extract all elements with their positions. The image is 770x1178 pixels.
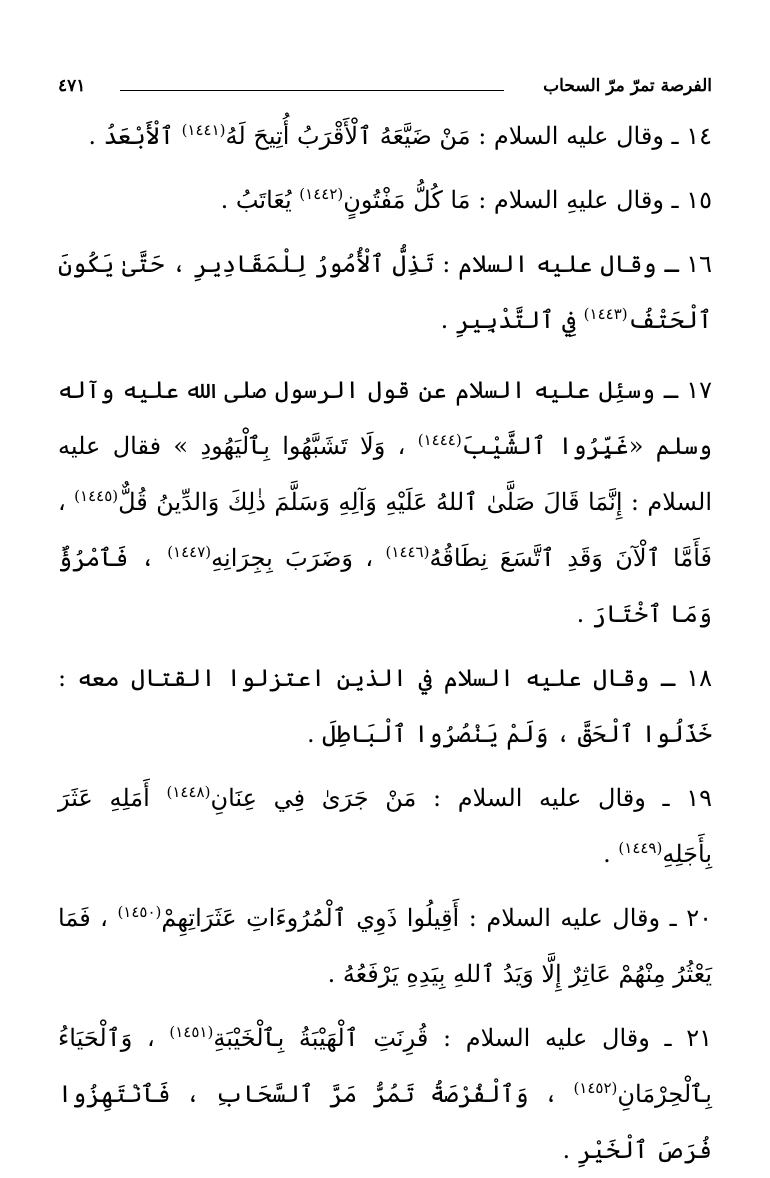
footnote-ref: (١٤٤٩) (618, 839, 663, 857)
saying-text-cont: ، فَأَمَّا ٱلْآنَ وَقَدِ ٱتَّسَعَ نِطَاقُهُ (58, 488, 713, 572)
saying-text: «غَيِّرُوا ٱلشَّيْبَ (461, 432, 644, 460)
saying-21 (58, 1010, 712, 1178)
running-title: الفرصة تمرّ مرّ السحاب (543, 76, 712, 96)
saying-text: خَذَلُوا ٱلْحَقَّ ، وَلَمْ يَنْصُرُوا ٱلْبَاطِلَ . (307, 720, 712, 748)
saying-lead: ـ وقال عليه السلام : (478, 122, 679, 150)
saying-text: أَقِيلُوا ذَوِي ٱلْمُرُوءَاتِ عَثَرَاتِهِمْ (161, 904, 460, 932)
saying-20 (58, 890, 712, 1002)
saying-19 (58, 770, 712, 882)
footnote-ref: (١٤٤١) (181, 121, 226, 139)
saying-lead: ـ وقال عليه السلام : (468, 904, 677, 932)
saying-number: ٢١ (686, 1024, 712, 1052)
footnote-ref: (١٤٤٦) (385, 543, 430, 561)
footnote-ref: (١٤٥٢) (573, 1079, 618, 1097)
footnote-ref: (١٤٤٤) (417, 431, 462, 449)
saying-lead: ـ وقال عليه السلام : (433, 784, 670, 812)
saying-lead: ـ وقال عليه السلام في الذين اعتزلوا القتال معه : (58, 664, 675, 692)
saying-text-cont: ، وَلَا تَشَبَّهُوا بِٱلْيَهُودِ » فقال عليه السلام : إِنَّمَا قَالَ صَلَّىٰ ٱللهُ عَلَيْهِ وَآلِهِ وَسَلَّمَ ذٰلِكَ وَالدِّينُ قُلٌّ (58, 432, 712, 516)
saying-number: ١٦ (686, 250, 712, 278)
saying-text-cont: يُعَاتَبُ . (220, 186, 292, 214)
saying-text-cont: . (603, 840, 611, 868)
saying-number: ١٩ (686, 784, 713, 812)
saying-17 (58, 362, 712, 642)
saying-lead: ـ وقال عليه السلام : (442, 250, 679, 278)
saying-text: مَنْ ضَيَّعَهُ ٱلْأَقْرَبُ أُتِيحَ لَهُ (225, 122, 471, 150)
saying-text-cont: ٱلْأَبْعَدُ . (88, 122, 174, 150)
saying-lead: ـ وقال عليه السلام : (443, 1024, 672, 1052)
page-number: ٤٧١ (58, 76, 86, 96)
footnote-ref: (١٤٤٥) (74, 487, 119, 505)
saying-text-cont: ، فَٱمْرُؤٌ وَمَا ٱخْتَارَ . (58, 544, 712, 628)
header-rule (120, 90, 504, 91)
saying-text-cont: ، وَضَرَبَ بِجِرَانِهِ (211, 544, 374, 572)
footnote-ref: (١٤٥٠) (117, 903, 162, 921)
saying-text-cont: فِي ٱلتَّدْبِيرِ . (440, 306, 577, 334)
saying-text-cont: ، فَمَا يَعْثُرُ مِنْهُمْ عَاثِرٌ إِلَّا وَيَدُ ٱللهِ بِيَدِهِ يَرْفَعُهُ . (58, 904, 712, 988)
saying-number: ١٨ (686, 664, 712, 692)
saying-number: ١٤ (686, 122, 712, 150)
footnote-ref: (١٤٥١) (169, 1023, 214, 1041)
saying-number: ١٧ (686, 376, 712, 404)
saying-text: مَنْ جَرَىٰ فِي عِنَانِ (210, 784, 417, 812)
saying-text-cont: أَمَلِهِ عَثَرَ بِأَجَلِهِ (58, 784, 712, 868)
saying-lead: ـ وسئِل عليه السلام عن قول الرسول صلى الله عليه وآله وسلم (58, 376, 712, 460)
saying-text: تَذِلُّ ٱلْأُمُورُ لِلْمَقَادِيرِ ، حَتَّىٰ يَكُونَ ٱلْحَتْفُ (58, 250, 712, 334)
saying-15 (58, 172, 712, 228)
footnote-ref: (١٤٤٧) (167, 543, 212, 561)
footnote-ref: (١٤٤٢) (299, 185, 344, 203)
saying-text-cont: ، وَٱلْفُرْصَةُ تَمُرُّ مَرَّ ٱلسَّحَابِ ، فَٱنْتَهِزُوا فُرَصَ ٱلْخَيْرِ . (58, 1080, 712, 1164)
footnote-ref: (١٤٤٣) (583, 305, 628, 323)
footnote-ref: (١٤٤٨) (166, 783, 211, 801)
saying-text-cont: ، وَٱلْحَيَاءُ بِٱلْحِرْمَانِ (58, 1024, 712, 1108)
saying-number: ٢٠ (686, 904, 712, 932)
saying-text: مَا كُلُّ مَفْتُونٍ (343, 186, 471, 214)
saying-18 (58, 650, 712, 762)
saying-14 (58, 108, 712, 164)
saying-16 (58, 236, 712, 348)
saying-number: ١٥ (686, 186, 712, 214)
saying-lead: ـ وقال عليهِ السلام : (478, 186, 679, 214)
saying-text: قُرِنَتِ ٱلْهَيْبَةُ بِٱلْخَيْبَةِ (213, 1024, 429, 1052)
running-head (58, 70, 712, 108)
